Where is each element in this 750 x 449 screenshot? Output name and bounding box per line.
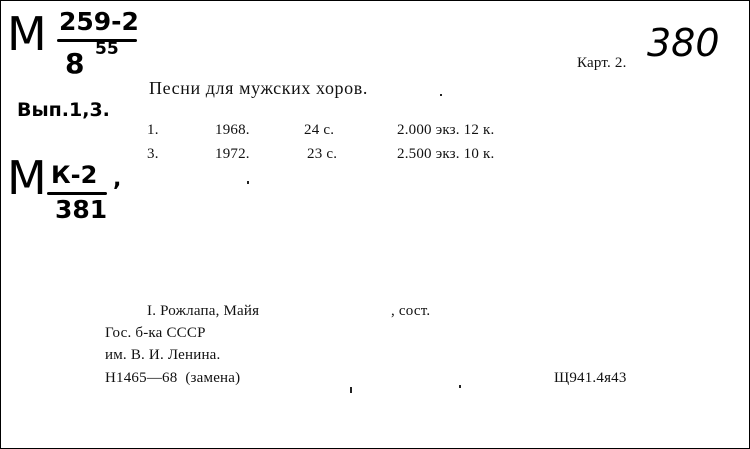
library-name: Гос. б-ка СССР [105, 325, 206, 341]
edition-run-price: 2.500 экз. 10 к. [397, 146, 495, 162]
scan-speck [440, 94, 442, 96]
handwritten-call-number-1-top: 259-2 [59, 7, 139, 36]
handwritten-call-number-2-bottom: 381 [55, 195, 108, 224]
edition-year: 1972. [215, 146, 250, 162]
classification-code: Щ941.4я43 [554, 370, 627, 386]
handwritten-comma-mark: , [113, 167, 122, 192]
edition-pages: 23 с. [307, 146, 338, 162]
scan-speck [459, 385, 461, 388]
edition-issue: 1. [147, 122, 159, 138]
handwritten-card-number: 380 [647, 21, 720, 65]
library-name-line2: им. В. И. Ленина. [105, 347, 221, 363]
handwritten-call-letter-2: М [7, 151, 47, 205]
handwritten-call-number-1-bottom: 8 [65, 47, 85, 80]
edition-year: 1968. [215, 122, 250, 138]
work-title: Песни для мужских хоров. [149, 78, 368, 98]
compiler-name: I. Рожлапа, Майя [147, 303, 260, 319]
handwritten-call-number-1-superscript: 55 [95, 39, 119, 59]
handwritten-issue-note: Вып.1,3. [17, 99, 110, 121]
order-number: Н1465—68 (замена) [105, 370, 241, 386]
handwritten-call-letter-1: М [7, 7, 47, 61]
card-label: Карт. 2. [577, 55, 627, 71]
edition-run-price: 2.000 экз. 12 к. [397, 122, 495, 138]
handwritten-call-number-2-top: К-2 [51, 161, 98, 189]
scan-speck [350, 387, 352, 393]
edition-issue: 3. [147, 146, 159, 162]
edition-pages: 24 с. [304, 122, 335, 138]
scan-speck [247, 181, 249, 184]
compiler-role: , сост. [391, 303, 431, 319]
